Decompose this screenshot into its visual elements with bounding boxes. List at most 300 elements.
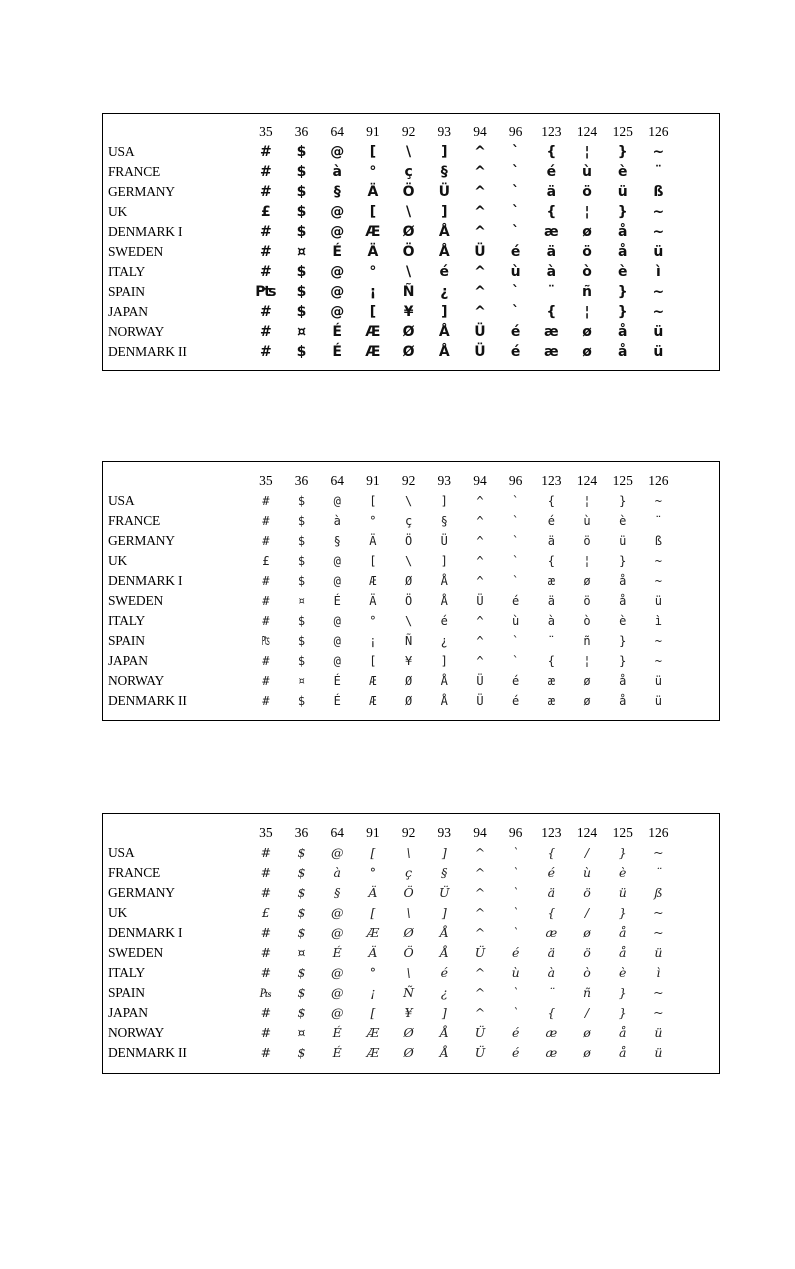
char-cell: ¥ <box>403 304 414 320</box>
char-cell: É <box>332 945 342 960</box>
char-cell: ù <box>583 865 592 880</box>
char-cell: # <box>260 885 272 900</box>
char-cell: è <box>619 514 627 528</box>
char-cell: { <box>547 845 556 860</box>
char-cell: $ <box>297 634 306 648</box>
char-cell: é <box>440 965 448 980</box>
char-cell: { <box>547 1005 556 1020</box>
char-cell: / <box>584 845 590 860</box>
table-row <box>108 342 676 362</box>
char-cell: @ <box>330 1005 344 1020</box>
char-cell: $ <box>296 344 307 360</box>
corner-cell <box>108 471 248 491</box>
char-cell: ] <box>441 1005 447 1020</box>
charset-table-mono <box>102 461 720 721</box>
char-cell: Ä <box>367 244 379 260</box>
header-row <box>108 122 676 142</box>
country-label: UK <box>108 204 128 219</box>
char-cell: ü <box>618 885 627 900</box>
char-cell: ä <box>546 244 557 260</box>
char-cell: # <box>259 144 272 160</box>
char-cell: # <box>259 184 272 200</box>
char-cell: ù <box>582 164 593 180</box>
char-cell: ¤ <box>297 1025 306 1040</box>
country-label: NORWAY <box>108 324 165 339</box>
char-cell: @ <box>330 204 345 220</box>
country-label: SWEDEN <box>108 945 164 960</box>
char-cell: $ <box>297 965 306 980</box>
table-row <box>108 262 676 282</box>
char-cell: Ö <box>403 945 414 960</box>
char-cell: \ <box>406 144 412 160</box>
char-cell: # <box>259 304 272 320</box>
char-cell: $ <box>297 1005 306 1020</box>
table-row <box>108 222 676 242</box>
char-cell: § <box>333 534 341 548</box>
char-cell: Å <box>439 1025 449 1040</box>
char-cell: # <box>262 674 270 688</box>
char-cell: ù <box>510 264 521 280</box>
char-cell: ^ <box>474 885 486 900</box>
char-cell: # <box>262 694 270 708</box>
char-cell: à <box>547 614 555 628</box>
char-cell: ` <box>512 554 520 568</box>
char-cell: § <box>441 865 448 880</box>
country-label: FRANCE <box>108 865 161 880</box>
char-cell: ü <box>653 324 664 340</box>
code-header: 93 <box>437 124 452 139</box>
table-row <box>108 322 676 342</box>
char-cell: @ <box>333 614 341 628</box>
char-cell: ø <box>582 344 592 360</box>
char-cell: Ö <box>402 184 415 200</box>
char-cell: [ <box>369 654 377 668</box>
char-cell: é <box>546 164 557 180</box>
char-cell: å <box>618 1025 627 1040</box>
country-label: JAPAN <box>108 653 148 668</box>
char-cell: å <box>619 674 627 688</box>
char-cell: @ <box>333 494 341 508</box>
country-label: NORWAY <box>108 1025 165 1040</box>
char-cell: É <box>332 344 342 360</box>
code-header: 126 <box>648 825 669 840</box>
code-header: 92 <box>401 124 416 139</box>
char-cell: ~ <box>652 144 665 160</box>
char-cell: Å <box>440 674 448 688</box>
char-cell: ¨ <box>547 634 555 648</box>
char-cell: à <box>547 965 556 980</box>
char-cell: É <box>332 1025 342 1040</box>
code-header: 91 <box>366 124 380 139</box>
char-cell: æ <box>544 344 559 360</box>
table-row <box>108 863 676 883</box>
char-cell: \ <box>406 845 411 860</box>
table-row <box>108 691 676 711</box>
char-cell: ^ <box>476 514 484 528</box>
char-cell: ^ <box>476 634 484 648</box>
code-header: 94 <box>473 124 487 139</box>
char-cell: § <box>440 514 448 528</box>
char-cell: ₧ <box>259 985 273 1000</box>
char-cell: @ <box>330 985 344 1000</box>
char-cell: ¡ <box>370 985 376 1000</box>
char-cell: ` <box>512 284 520 300</box>
char-cell: ~ <box>652 204 665 220</box>
char-cell: § <box>440 164 448 180</box>
char-cell: ` <box>512 985 519 1000</box>
country-label: JAPAN <box>108 304 148 319</box>
char-cell: É <box>333 674 341 688</box>
char-cell: ¨ <box>654 514 663 528</box>
char-cell: $ <box>296 304 307 320</box>
char-cell: Ä <box>369 594 377 608</box>
country-label: USA <box>108 493 135 508</box>
char-cell: \ <box>406 264 412 280</box>
code-header: 123 <box>541 825 562 840</box>
char-cell: { <box>546 204 557 220</box>
code-header: 35 <box>259 124 273 139</box>
char-cell: @ <box>333 574 341 588</box>
table-row <box>108 963 676 983</box>
char-cell: ¿ <box>440 284 449 300</box>
char-cell: $ <box>297 694 306 708</box>
code-header: 125 <box>612 124 633 139</box>
char-cell: } <box>619 494 627 508</box>
char-cell: ° <box>369 164 377 180</box>
char-cell: Ä <box>367 184 379 200</box>
char-cell: Ø <box>402 344 415 360</box>
char-cell: } <box>618 905 627 920</box>
char-cell: } <box>619 554 627 568</box>
char-cell: É <box>332 1045 342 1060</box>
char-cell: ò <box>582 264 592 280</box>
char-cell: Æ <box>366 1025 380 1040</box>
table-row <box>108 903 676 923</box>
code-header: 124 <box>576 124 598 139</box>
char-cell: $ <box>296 204 307 220</box>
char-cell: ^ <box>474 985 486 1000</box>
char-cell: # <box>259 164 272 180</box>
char-cell: ç <box>404 164 413 180</box>
code-header: 35 <box>259 825 273 840</box>
char-cell: ¤ <box>297 324 306 340</box>
char-cell: ^ <box>476 534 484 548</box>
char-cell: Ö <box>404 534 413 548</box>
char-cell: Ä <box>368 945 378 960</box>
char-cell: æ <box>547 574 555 588</box>
char-cell: ß <box>654 885 663 900</box>
char-cell: é <box>547 865 556 880</box>
char-cell: ø <box>583 674 591 688</box>
char-cell: Æ <box>365 324 381 340</box>
char-cell: ç <box>404 514 413 528</box>
char-cell: { <box>547 494 555 508</box>
char-cell: } <box>618 985 627 1000</box>
char-cell: \ <box>406 965 411 980</box>
char-cell: è <box>619 865 627 880</box>
code-header: 123 <box>541 124 562 139</box>
char-cell: ^ <box>474 925 486 940</box>
char-cell: ¦ <box>583 554 591 568</box>
char-cell: ü <box>654 1025 663 1040</box>
char-cell: ü <box>654 694 663 708</box>
char-cell: \ <box>404 494 413 508</box>
country-label: FRANCE <box>108 164 161 179</box>
char-cell: ^ <box>474 284 486 300</box>
country-label: FRANCE <box>108 513 161 528</box>
char-cell: ₧ <box>262 634 270 648</box>
char-cell: Å <box>440 694 448 708</box>
char-cell: æ <box>547 674 555 688</box>
char-cell: ] <box>441 204 448 220</box>
char-cell: ^ <box>474 264 486 280</box>
char-cell: £ <box>262 554 270 568</box>
char-cell: ^ <box>474 144 486 160</box>
char-cell: # <box>260 945 272 960</box>
char-cell: ¡ <box>369 284 377 300</box>
char-cell: $ <box>297 534 306 548</box>
char-cell: Ü <box>474 244 486 260</box>
char-cell: å <box>617 224 628 240</box>
char-cell: ò <box>583 965 591 980</box>
char-cell: @ <box>330 264 345 280</box>
char-cell: ö <box>582 244 592 260</box>
table <box>108 471 676 711</box>
char-cell: ø <box>582 324 592 340</box>
char-cell: ö <box>583 945 591 960</box>
table-row <box>108 651 676 671</box>
char-cell: $ <box>297 574 306 588</box>
char-cell: [ <box>369 204 377 220</box>
char-cell: @ <box>330 144 345 160</box>
country-label: GERMANY <box>108 184 175 199</box>
char-cell: ` <box>512 865 519 880</box>
char-cell: É <box>333 694 341 708</box>
char-cell: ^ <box>476 554 484 568</box>
char-cell: ù <box>583 514 591 528</box>
char-cell: à <box>332 164 342 180</box>
header-row <box>108 823 676 843</box>
char-cell: ~ <box>654 574 663 588</box>
char-cell: ¥ <box>404 654 413 668</box>
char-cell: ~ <box>653 985 664 1000</box>
char-cell: # <box>259 224 272 240</box>
char-cell: ° <box>369 264 377 280</box>
char-cell: æ <box>544 324 559 340</box>
char-cell: @ <box>330 965 344 980</box>
char-cell: ^ <box>474 965 486 980</box>
char-cell: Ü <box>474 344 486 360</box>
char-cell: ~ <box>654 634 663 648</box>
char-cell: # <box>260 845 272 860</box>
char-cell: ü <box>617 184 628 200</box>
char-cell: \ <box>406 204 412 220</box>
char-cell: ö <box>582 184 592 200</box>
country-label: DENMARK II <box>108 1045 187 1060</box>
char-cell: $ <box>296 284 307 300</box>
char-cell: § <box>334 885 341 900</box>
char-cell: ~ <box>652 304 665 320</box>
char-cell: ] <box>440 654 448 668</box>
char-cell: æ <box>544 224 559 240</box>
country-label: USA <box>108 845 135 860</box>
char-cell: ~ <box>654 654 663 668</box>
char-cell: ø <box>583 1025 591 1040</box>
char-cell: è <box>619 614 627 628</box>
char-cell: # <box>259 264 272 280</box>
table-row <box>108 631 676 651</box>
char-cell: ß <box>653 184 664 200</box>
char-cell: ä <box>546 184 557 200</box>
char-cell: è <box>617 164 628 180</box>
char-cell: ñ <box>582 284 593 300</box>
char-cell: ö <box>583 594 591 608</box>
char-cell: à <box>333 865 341 880</box>
char-cell: Ø <box>403 1025 414 1040</box>
char-cell: ¿ <box>440 634 448 648</box>
char-cell: ø <box>583 574 591 588</box>
table-row <box>108 142 676 162</box>
table-row <box>108 202 676 222</box>
char-cell: ¿ <box>440 985 448 1000</box>
char-cell: ¨ <box>654 164 662 180</box>
char-cell: ` <box>512 304 520 320</box>
char-cell: Ñ <box>404 634 413 648</box>
country-label: DENMARK II <box>108 693 187 708</box>
table <box>108 122 676 362</box>
char-cell: ` <box>512 885 519 900</box>
char-cell: ~ <box>653 925 664 940</box>
char-cell: Ü <box>474 945 486 960</box>
char-cell: é <box>440 614 448 628</box>
char-cell: [ <box>369 304 377 320</box>
char-cell: å <box>619 694 627 708</box>
char-cell: Ø <box>403 925 414 940</box>
header-row <box>108 471 676 491</box>
code-header: 64 <box>330 124 344 139</box>
char-cell: ` <box>512 164 520 180</box>
char-cell: $ <box>296 224 307 240</box>
char-cell: é <box>512 594 520 608</box>
char-cell: Ü <box>440 534 448 548</box>
char-cell: # <box>260 965 272 980</box>
code-header: 93 <box>437 825 452 840</box>
char-cell: å <box>618 945 627 960</box>
char-cell: ¦ <box>584 304 590 320</box>
char-cell: } <box>618 845 627 860</box>
char-cell: $ <box>297 905 306 920</box>
char-cell: ` <box>512 634 520 648</box>
char-cell: # <box>260 1045 272 1060</box>
country-label: JAPAN <box>108 1005 148 1020</box>
char-cell: ä <box>547 534 555 548</box>
corner-cell <box>108 823 248 843</box>
char-cell: { <box>546 304 557 320</box>
char-cell: [ <box>369 144 377 160</box>
char-cell: [ <box>369 554 377 568</box>
char-cell: æ <box>547 694 555 708</box>
country-label: DENMARK II <box>108 344 187 359</box>
char-cell: # <box>259 324 272 340</box>
char-cell: Ø <box>404 674 413 688</box>
char-cell: ^ <box>474 304 486 320</box>
char-cell: / <box>584 1005 590 1020</box>
char-cell: @ <box>333 634 341 648</box>
char-cell: ` <box>512 574 520 588</box>
char-cell: é <box>510 344 521 360</box>
char-cell: ^ <box>474 184 486 200</box>
char-cell: å <box>618 1045 627 1060</box>
char-cell: ¨ <box>548 985 555 1000</box>
char-cell: ¦ <box>584 204 590 220</box>
char-cell: é <box>510 324 521 340</box>
char-cell: Æ <box>365 224 381 240</box>
char-cell: é <box>511 945 520 960</box>
char-cell: ~ <box>652 224 665 240</box>
code-header: 125 <box>612 825 633 840</box>
table-row <box>108 923 676 943</box>
char-cell: å <box>617 244 628 260</box>
char-cell: é <box>510 244 521 260</box>
corner-cell <box>108 122 248 142</box>
char-cell: # <box>259 344 272 360</box>
code-header: 126 <box>648 124 669 139</box>
char-cell: ` <box>512 534 520 548</box>
code-header: 94 <box>473 473 487 488</box>
table-row <box>108 1043 676 1063</box>
char-cell: { <box>547 905 556 920</box>
table-row <box>108 591 676 611</box>
char-cell: $ <box>297 985 306 1000</box>
code-header: 91 <box>366 473 380 488</box>
char-cell: [ <box>369 494 377 508</box>
charset-table-italic <box>102 813 720 1074</box>
table-row <box>108 282 676 302</box>
char-cell: # <box>262 594 270 608</box>
char-cell: } <box>617 204 628 220</box>
code-header: 93 <box>437 473 452 488</box>
char-cell: ^ <box>474 905 486 920</box>
country-label: DENMARK I <box>108 224 183 239</box>
char-cell: $ <box>297 614 306 628</box>
char-cell: ñ <box>583 634 591 648</box>
char-cell: $ <box>297 494 306 508</box>
char-cell: ü <box>653 244 664 260</box>
char-cell: # <box>262 514 270 528</box>
char-cell: ¨ <box>655 865 662 880</box>
country-label: SWEDEN <box>108 244 164 259</box>
char-cell: { <box>547 554 555 568</box>
char-cell: # <box>260 1025 272 1040</box>
char-cell: ` <box>512 1005 519 1020</box>
table-row <box>108 511 676 531</box>
country-label: SWEDEN <box>108 593 164 608</box>
char-cell: ° <box>369 614 377 628</box>
char-cell: Ø <box>402 224 415 240</box>
char-cell: ] <box>440 494 448 508</box>
code-header: 96 <box>508 473 523 488</box>
char-cell: Ü <box>474 324 486 340</box>
char-cell: ^ <box>474 845 486 860</box>
char-cell: ^ <box>476 654 484 668</box>
country-label: SPAIN <box>108 985 145 1000</box>
table-row <box>108 1003 676 1023</box>
char-cell: } <box>617 284 628 300</box>
char-cell: $ <box>297 865 306 880</box>
char-cell: ~ <box>653 1005 664 1020</box>
char-cell: ¦ <box>583 654 591 668</box>
code-header: 123 <box>541 473 562 488</box>
